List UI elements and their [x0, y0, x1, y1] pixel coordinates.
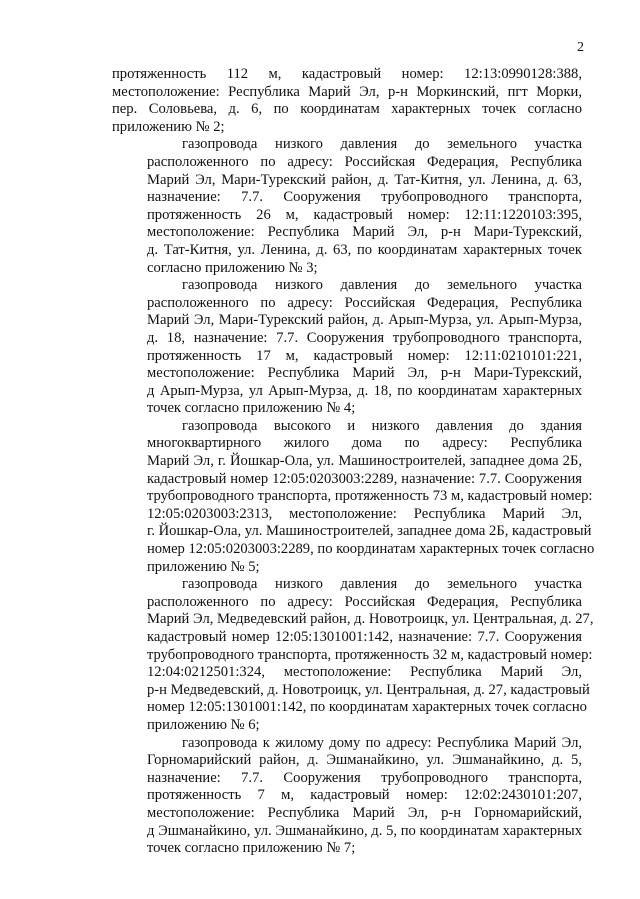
text-line: Марий Эл, г. Йошкар-Ола, ул. Машиностроителей, западнее дома 2Б, — [147, 453, 582, 470]
text-line: кадастровый номер 12:05:0203003:2289, назначение: 7.7. Сооружения — [147, 470, 582, 487]
text-line: назначение: 7.7. Сооружения трубопроводного транспорта, — [147, 189, 582, 206]
text-line: местоположение: Республика Марий Эл, р-н Моркинский, пгт Морки, — [112, 83, 582, 100]
text-line: приложению № 5; — [147, 558, 260, 575]
text-line: пер. Соловьева, д. 6, по координатам характерных точек согласно — [112, 101, 582, 118]
text-line: расположенного по адресу: Российская Федерация, Республика — [147, 294, 582, 311]
text-line: многоквартирного жилого дома по адресу: Республика — [147, 435, 582, 452]
text-line: газопровода низкого давления до земельного участка — [182, 136, 582, 153]
text-line: трубопроводного транспорта, протяженность 32 м, кадастровый номер: — [147, 646, 593, 663]
text-line: 12:04:0212501:324, местоположение: Республика Марий Эл, — [147, 664, 582, 681]
text-line: расположенного по адресу: Российская Федерация, Республика — [147, 153, 582, 170]
text-line: номер 12:05:0203003:2289, по координатам характерных точек согласно — [147, 541, 595, 558]
text-line: расположенного по адресу: Российская Федерация, Республика — [147, 593, 582, 610]
text-line: 12:05:0203003:2313, местоположение: Республика Марий Эл, — [147, 505, 582, 522]
text-line: местоположение: Республика Марий Эл, р-н Мари-Турекский, — [147, 365, 582, 382]
text-line: протяженность 112 м, кадастровый номер: 12:13:0990128:388, — [112, 66, 582, 82]
text-line: д. 18, назначение: 7.7. Сооружения трубопроводного транспорта, — [147, 329, 582, 346]
page-number: 2 — [577, 40, 584, 55]
paragraph — [112, 735, 582, 858]
text-line: газопровода к жилому дому по адресу: Республика Марий Эл, — [182, 734, 582, 751]
text-line: Марий Эл, Мари-Турекский район, д. Тат-Китня, ул. Ленина, д. 63, — [147, 171, 582, 188]
text-line: протяженность 17 м, кадастровый номер: 12:11:0210101:221, — [147, 347, 582, 364]
paragraph — [112, 576, 594, 734]
text-line: р-н Медведевский, д. Новотроицк, ул. Центральная, д. 27, кадастровый — [147, 681, 590, 698]
text-line: д. Тат-Китня, ул. Ленина, д. 63, по координатам характерных точек — [147, 241, 582, 258]
text-line: кадастровый номер 12:05:1301001:142, назначение: 7.7. Сооружения — [147, 629, 582, 645]
text-line: протяженность 26 м, кадастровый номер: 12:11:1220103:395, — [147, 206, 582, 223]
text-line: трубопроводного транспорта, протяженность 73 м, кадастровый номер: — [147, 488, 593, 505]
text-line: Марий Эл, Мари-Турекский район, д. Арып-Мурза, ул. Арып-Мурза, — [147, 312, 582, 329]
text-line: газопровода низкого давления до земельного участка — [182, 576, 582, 593]
text-line: местоположение: Республика Марий Эл, р-н Горномарийский, — [147, 804, 582, 821]
text-line: г. Йошкар-Ола, ул. Машиностроителей, западнее дома 2Б, кадастровый — [147, 523, 592, 540]
paragraph — [112, 66, 582, 136]
text-line: Марий Эл, Медведевский район, д. Новотроицк, ул. Центральная, д. 27, — [147, 611, 594, 628]
text-line: протяженность 7 м, кадастровый номер: 12:02:2430101:207, — [147, 787, 582, 804]
text-line: газопровода высокого и низкого давления до здания — [182, 417, 582, 434]
text-line: приложению № 2; — [112, 118, 225, 135]
text-line: д Эшманайкино, ул. Эшманайкино, д. 5, по координатам характерных — [147, 822, 582, 839]
text-line: газопровода низкого давления до земельного участка — [182, 277, 582, 294]
text-line: приложению № 6; — [147, 716, 260, 733]
text-line: назначение: 7.7. Сооружения трубопроводного транспорта, — [147, 769, 582, 786]
text-line: местоположение: Республика Марий Эл, р-н Мари-Турекский, — [147, 224, 582, 241]
text-line: Горномарийский район, д. Эшманайкино, ул. Эшманайкино, д. 5, — [147, 752, 582, 769]
text-line: точек согласно приложению № 7; — [147, 840, 356, 857]
paragraph — [112, 136, 582, 277]
text-line: точек согласно приложению № 4; — [147, 400, 356, 417]
text-line: согласно приложению № 3; — [147, 259, 318, 276]
text-line: д Арып-Мурза, ул Арып-Мурза, д. 18, по координатам характерных — [147, 382, 582, 399]
text-line: номер 12:05:1301001:142, по координатам характерных точек согласно — [147, 699, 587, 716]
paragraph — [112, 277, 582, 418]
paragraph — [112, 417, 595, 576]
document-body — [112, 66, 595, 858]
